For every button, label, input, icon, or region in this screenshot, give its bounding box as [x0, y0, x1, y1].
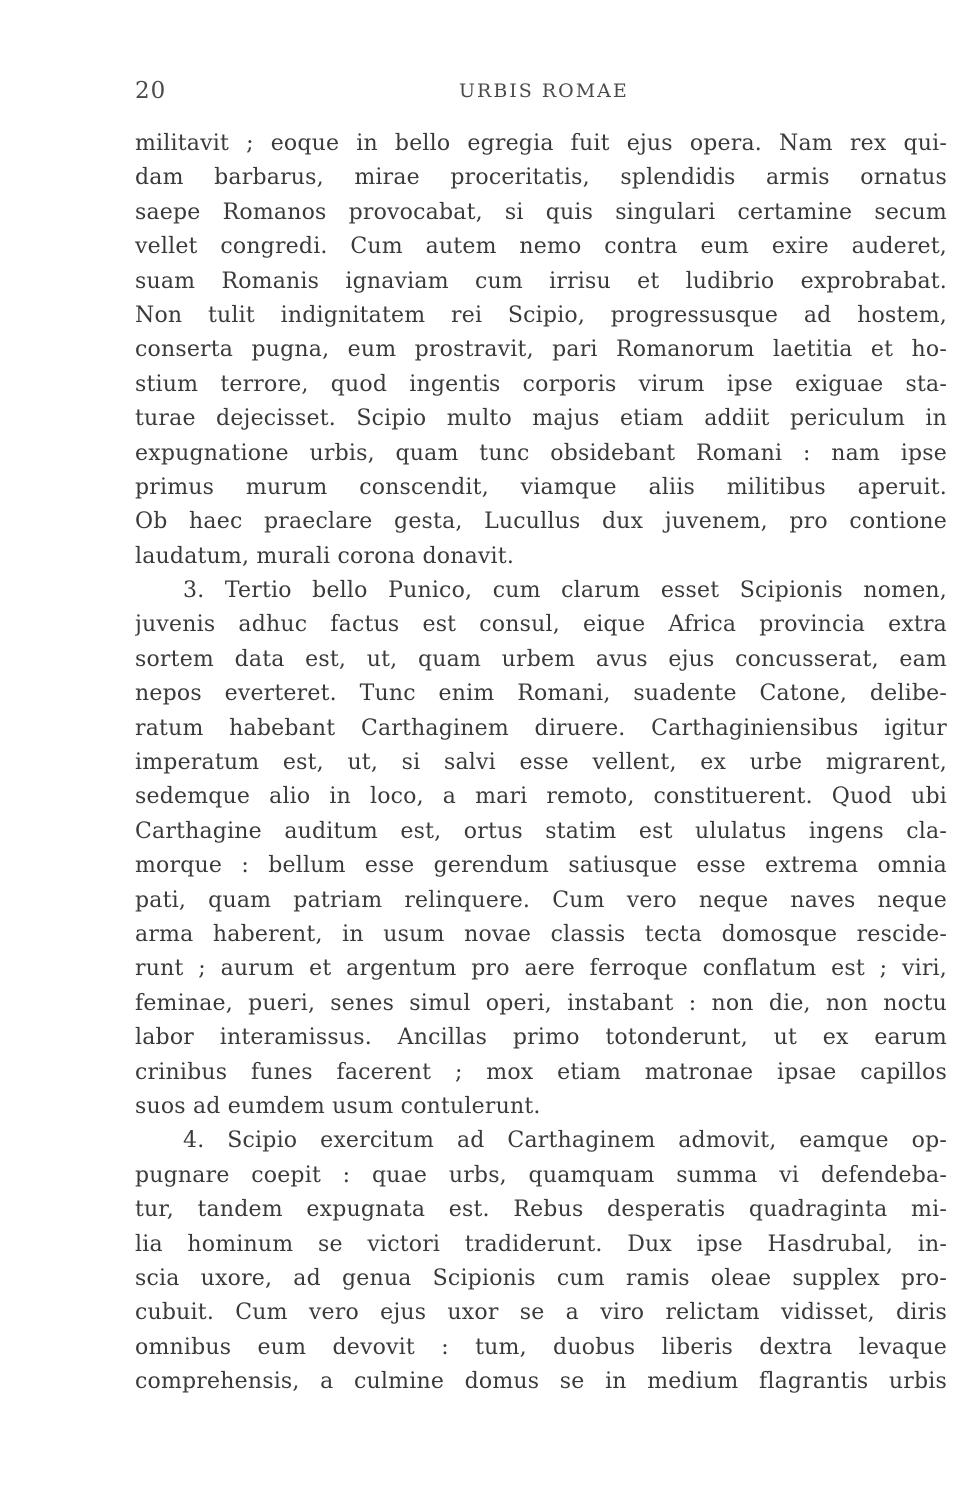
text-line: nepos everteret. Tunc enim Romani, suadente Catone, delibe- [135, 681, 947, 707]
page-number: 20 [135, 78, 167, 104]
text-line: comprehensis, a culmine domus se in medium flagrantis urbis [135, 1369, 947, 1395]
text-line: crinibus funes facerent ; mox etiam matronae ipsae capillos [135, 1059, 947, 1085]
text-line: sedemque alio in loco, a mari remoto, constituerent. Quod ubi [135, 784, 947, 810]
text-line: scia uxore, ad genua Scipionis cum ramis oleae supplex pro- [135, 1265, 947, 1291]
text-line: vellet congredi. Cum autem nemo contra eum exire auderet, [135, 234, 947, 260]
text-line: Non tulit indignitatem rei Scipio, progressusque ad hostem, [135, 302, 947, 328]
text-line: morque : bellum esse gerendum satiusque esse extrema omnia [135, 853, 947, 879]
paragraph-4 [135, 1124, 947, 1399]
text-line: suam Romanis ignaviam cum irrisu et ludibrio exprobrabat. [135, 268, 947, 294]
text-line: suos ad eumdem usum contulerunt. [135, 1093, 541, 1119]
text-line: cubuit. Cum vero ejus uxor se a viro relictam vidisset, diris [135, 1300, 947, 1326]
text-line: 4. Scipio exercitum ad Carthaginem admovit, eamque op- [183, 1128, 947, 1154]
text-line: feminae, pueri, senes simul operi, instabant : non die, non noctu [135, 990, 947, 1016]
text-line: saepe Romanos provocabat, si quis singulari certamine secum [135, 199, 947, 225]
text-line: stium terrore, quod ingentis corporis virum ipse exiguae sta- [135, 371, 947, 397]
running-title: URBIS ROMAE [459, 80, 629, 102]
text-line: pugnare coepit : quae urbs, quamquam summa vi defendeba- [135, 1162, 947, 1188]
text-line: conserta pugna, eum prostravit, pari Romanorum laetitia et ho- [135, 337, 947, 363]
text-line: ratum habebant Carthaginem diruere. Carthaginiensibus igitur [135, 715, 947, 741]
text-line: sortem data est, ut, quam urbem avus ejus concusserat, eam [135, 646, 947, 672]
text-line: lia hominum se victori tradiderunt. Dux ipse Hasdrubal, in- [135, 1231, 947, 1257]
text-line: tur, tandem expugnata est. Rebus desperatis quadraginta mi- [135, 1197, 947, 1223]
text-line: laudatum, murali corona donavit. [135, 543, 515, 569]
text-line: pati, quam patriam relinquere. Cum vero neque naves neque [135, 887, 947, 913]
text-line: Ob haec praeclare gesta, Lucullus dux juvenem, pro contione [135, 509, 947, 535]
text-line: militavit ; eoque in bello egregia fuit ejus opera. Nam rex qui- [135, 131, 947, 156]
text-line: expugnatione urbis, quam tunc obsidebant Romani : nam ipse [135, 440, 947, 466]
text-line: 3. Tertio bello Punico, cum clarum esset Scipionis nomen, [183, 578, 947, 604]
text-line: juvenis adhuc factus est consul, eique Africa provincia extra [135, 612, 947, 638]
text-line: labor interamissus. Ancillas primo totonderunt, ut ex earum [135, 1025, 947, 1051]
text-line: arma haberent, in usum novae classis tecta domosque rescide- [135, 921, 947, 947]
running-head [135, 78, 947, 110]
text-line: imperatum est, ut, si salvi esse vellent, ex urbe migrarent, [135, 750, 947, 776]
text-line: Carthagine auditum est, ortus statim est ululatus ingens cla- [135, 818, 947, 844]
body-text [135, 127, 947, 1399]
text-line: runt ; aurum et argentum pro aere ferroque conflatum est ; viri, [135, 956, 947, 982]
text-line: primus murum conscendit, viamque aliis militibus aperuit. [135, 474, 947, 500]
paragraph-3 [135, 574, 947, 1124]
paragraph-1 [135, 127, 947, 574]
text-line: dam barbarus, mirae proceritatis, splendidis armis ornatus [135, 165, 947, 191]
text-line: omnibus eum devovit : tum, duobus liberis dextra levaque [135, 1334, 947, 1360]
text-line: turae dejecisset. Scipio multo majus etiam addiit periculum in [135, 406, 947, 432]
